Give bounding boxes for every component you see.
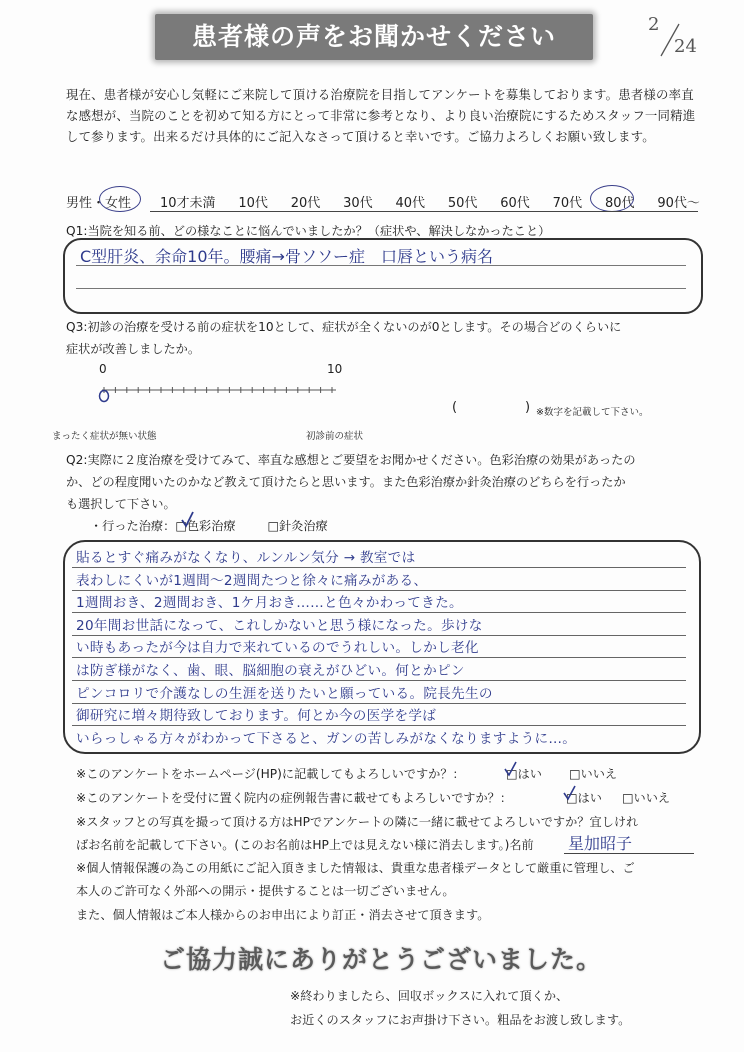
page-title: 患者様の声をお聞かせください: [191, 22, 556, 51]
age-selected-circle: [590, 185, 634, 212]
q2-label-1: Q2:実際に２度治療を受けてみて、率直な感想とご要望をお聞かせください。色彩治療の効果があったの: [66, 453, 636, 467]
age-option[interactable]: 60代: [500, 196, 530, 211]
q2-label-3: も選択して下さい。: [66, 497, 176, 511]
female-selected-circle: [99, 186, 141, 212]
treatment-option-color[interactable]: □色彩治療: [175, 519, 236, 533]
name-field[interactable]: 星加昭子: [568, 834, 633, 853]
date-top: 2: [648, 14, 660, 35]
consent-hp-yes[interactable]: □はい: [506, 767, 542, 781]
check-icon: [180, 510, 196, 530]
privacy-line-2: 本人のご許可なく外部への開示・提供することは一切ございません。: [76, 884, 455, 898]
q3-note: ※数字を記載して下さい。: [536, 407, 649, 418]
scale-right-caption: 初診前の症状: [306, 431, 364, 442]
q2-answer-line: い時もあったが今は自力で来れているのでうれしい。しかし老化: [76, 640, 479, 657]
treatment-row: [90, 517, 328, 534]
consent-hp-question: ※このアンケートをホームページ(HP)に記載してもよろしいですか？：: [76, 767, 465, 781]
name-underline: [564, 853, 694, 854]
q2-answer-line: 御研究に増々期待致しております。何とか今の医学を学ば: [76, 708, 437, 725]
consent-report-no[interactable]: □いいえ: [622, 791, 671, 805]
scale-min-label: 0: [99, 362, 107, 376]
q2-answer-line: は防ぎ様がなく、歯、眼、脳細胞の衰えがひどい。何とかピン: [76, 663, 465, 679]
q2-answer-line: 貼るとすぐ痛みがなくなり、ルンルン気分 → 教室では: [76, 550, 416, 566]
hp-yes-check-icon: [503, 760, 519, 778]
thanks-heading: ご協力誠にありがとうございました。: [160, 945, 603, 974]
q2-answer-line: 表わしにくいが1週間〜2週間たつと徐々に痛みがある、: [76, 572, 428, 589]
age-option[interactable]: 10代: [238, 196, 268, 211]
q3-paren-close: ): [525, 400, 531, 415]
age-option[interactable]: 30代: [343, 196, 373, 211]
age-underline: [150, 211, 698, 212]
q2-answer-line: 1週間おき、2週間おき、1ケ月おき……と色々かわってきた。: [76, 595, 463, 612]
age-option[interactable]: 80代: [605, 196, 635, 211]
gender-separator: ・: [92, 196, 106, 211]
date-bottom: 24: [674, 36, 697, 57]
age-option[interactable]: 90代〜: [657, 196, 700, 211]
age-option[interactable]: 10才未満: [160, 196, 216, 211]
q1-answer[interactable]: C型肝炎、余命10年。腰痛→骨ソソー症 口唇という病名: [80, 247, 493, 266]
footer-note-1: ※終わりましたら、回収ボックスに入れて頂くか、: [290, 989, 569, 1003]
intro-text: 現在、患者様が安心し気軽にご来院して頂ける治療院を目指してアンケートを募集しております。患者様の率直な感想が、当院のことを初めて知る方にとって非常に参考となり、より良い治療院にするためスタッフ一同精進して参ります。出来るだけ具体的にご記入なさって頂けると幸いです。ご協力よろしくお願い致します。: [66, 87, 696, 144]
age-option[interactable]: 20代: [290, 196, 321, 211]
consent-report-yes[interactable]: □はい: [566, 791, 602, 805]
treatment-label: ・行った治療：: [90, 519, 176, 533]
q3-label-2: 症状が改善しましたか。: [66, 342, 201, 356]
symptom-scale[interactable]: [96, 376, 346, 406]
consent-hp-no[interactable]: □いいえ: [569, 767, 618, 781]
scale-left-caption: まったく症状が無い状態: [52, 431, 157, 442]
q2-answer-line: 20年間お世話になって、これしかないと思う様になった。歩けな: [76, 617, 483, 634]
q2-answer-line: いらっしゃる方々がわかって下さると、ガンの苦しみがなくなりますように…。: [76, 730, 577, 747]
q2-label-2: か、どの程度聞いたのかなど教えて頂けたらと思います。また色彩治療か針灸治療のどちらを行ったか: [66, 475, 626, 489]
report-yes-check-icon: [562, 784, 578, 802]
consent-report-question: ※このアンケートを受付に置く院内の症例報告書に載せてもよろしいですか？：: [76, 791, 513, 805]
q3-label-1: Q3:初診の治療を受ける前の症状を10として、症状が全くないのが0とします。その場合どのくらいに: [66, 320, 622, 334]
age-option[interactable]: 70代: [552, 196, 583, 211]
scale-max-label: 10: [327, 362, 343, 376]
photo-line-1: ※スタッフとの写真を撮って頂ける方はHPでアンケートの隣に一緒に載せてよろしいですか？宜しけれ: [76, 815, 639, 829]
q3-paren-open: (: [452, 400, 458, 415]
q1-line-2: [76, 288, 686, 289]
q1-label: Q1:当院を知る前、どの様なことに悩んでいましたか？（症状や、解決しなかったこと）: [66, 224, 551, 238]
age-option[interactable]: 50代: [447, 196, 478, 211]
footer-note-2: お近くのスタッフにお声掛け下さい。粗品をお渡し致します。: [290, 1013, 631, 1027]
privacy-line-3: また、個人情報はご本人様からのお申出により訂正・消去させて頂きます。: [76, 908, 490, 922]
gender-male[interactable]: 男性: [66, 196, 93, 211]
photo-line-2: ばお名前を記載して下さい。(このお名前はHP上では見えない様に消去します。)名前: [76, 838, 534, 852]
privacy-line-1: ※個人情報保護の為この用紙にご記入頂きました情報は、貴重な患者様データとして厳重に管理し、ご: [76, 861, 635, 875]
q2-answer-line: ピンコロリで介護なしの生涯を送りたいと願っている。院長先生の: [76, 685, 493, 702]
age-option[interactable]: 40代: [395, 196, 426, 211]
treatment-option-acupuncture[interactable]: □針灸治療: [267, 519, 328, 533]
gender-female[interactable]: 女性: [105, 196, 132, 211]
